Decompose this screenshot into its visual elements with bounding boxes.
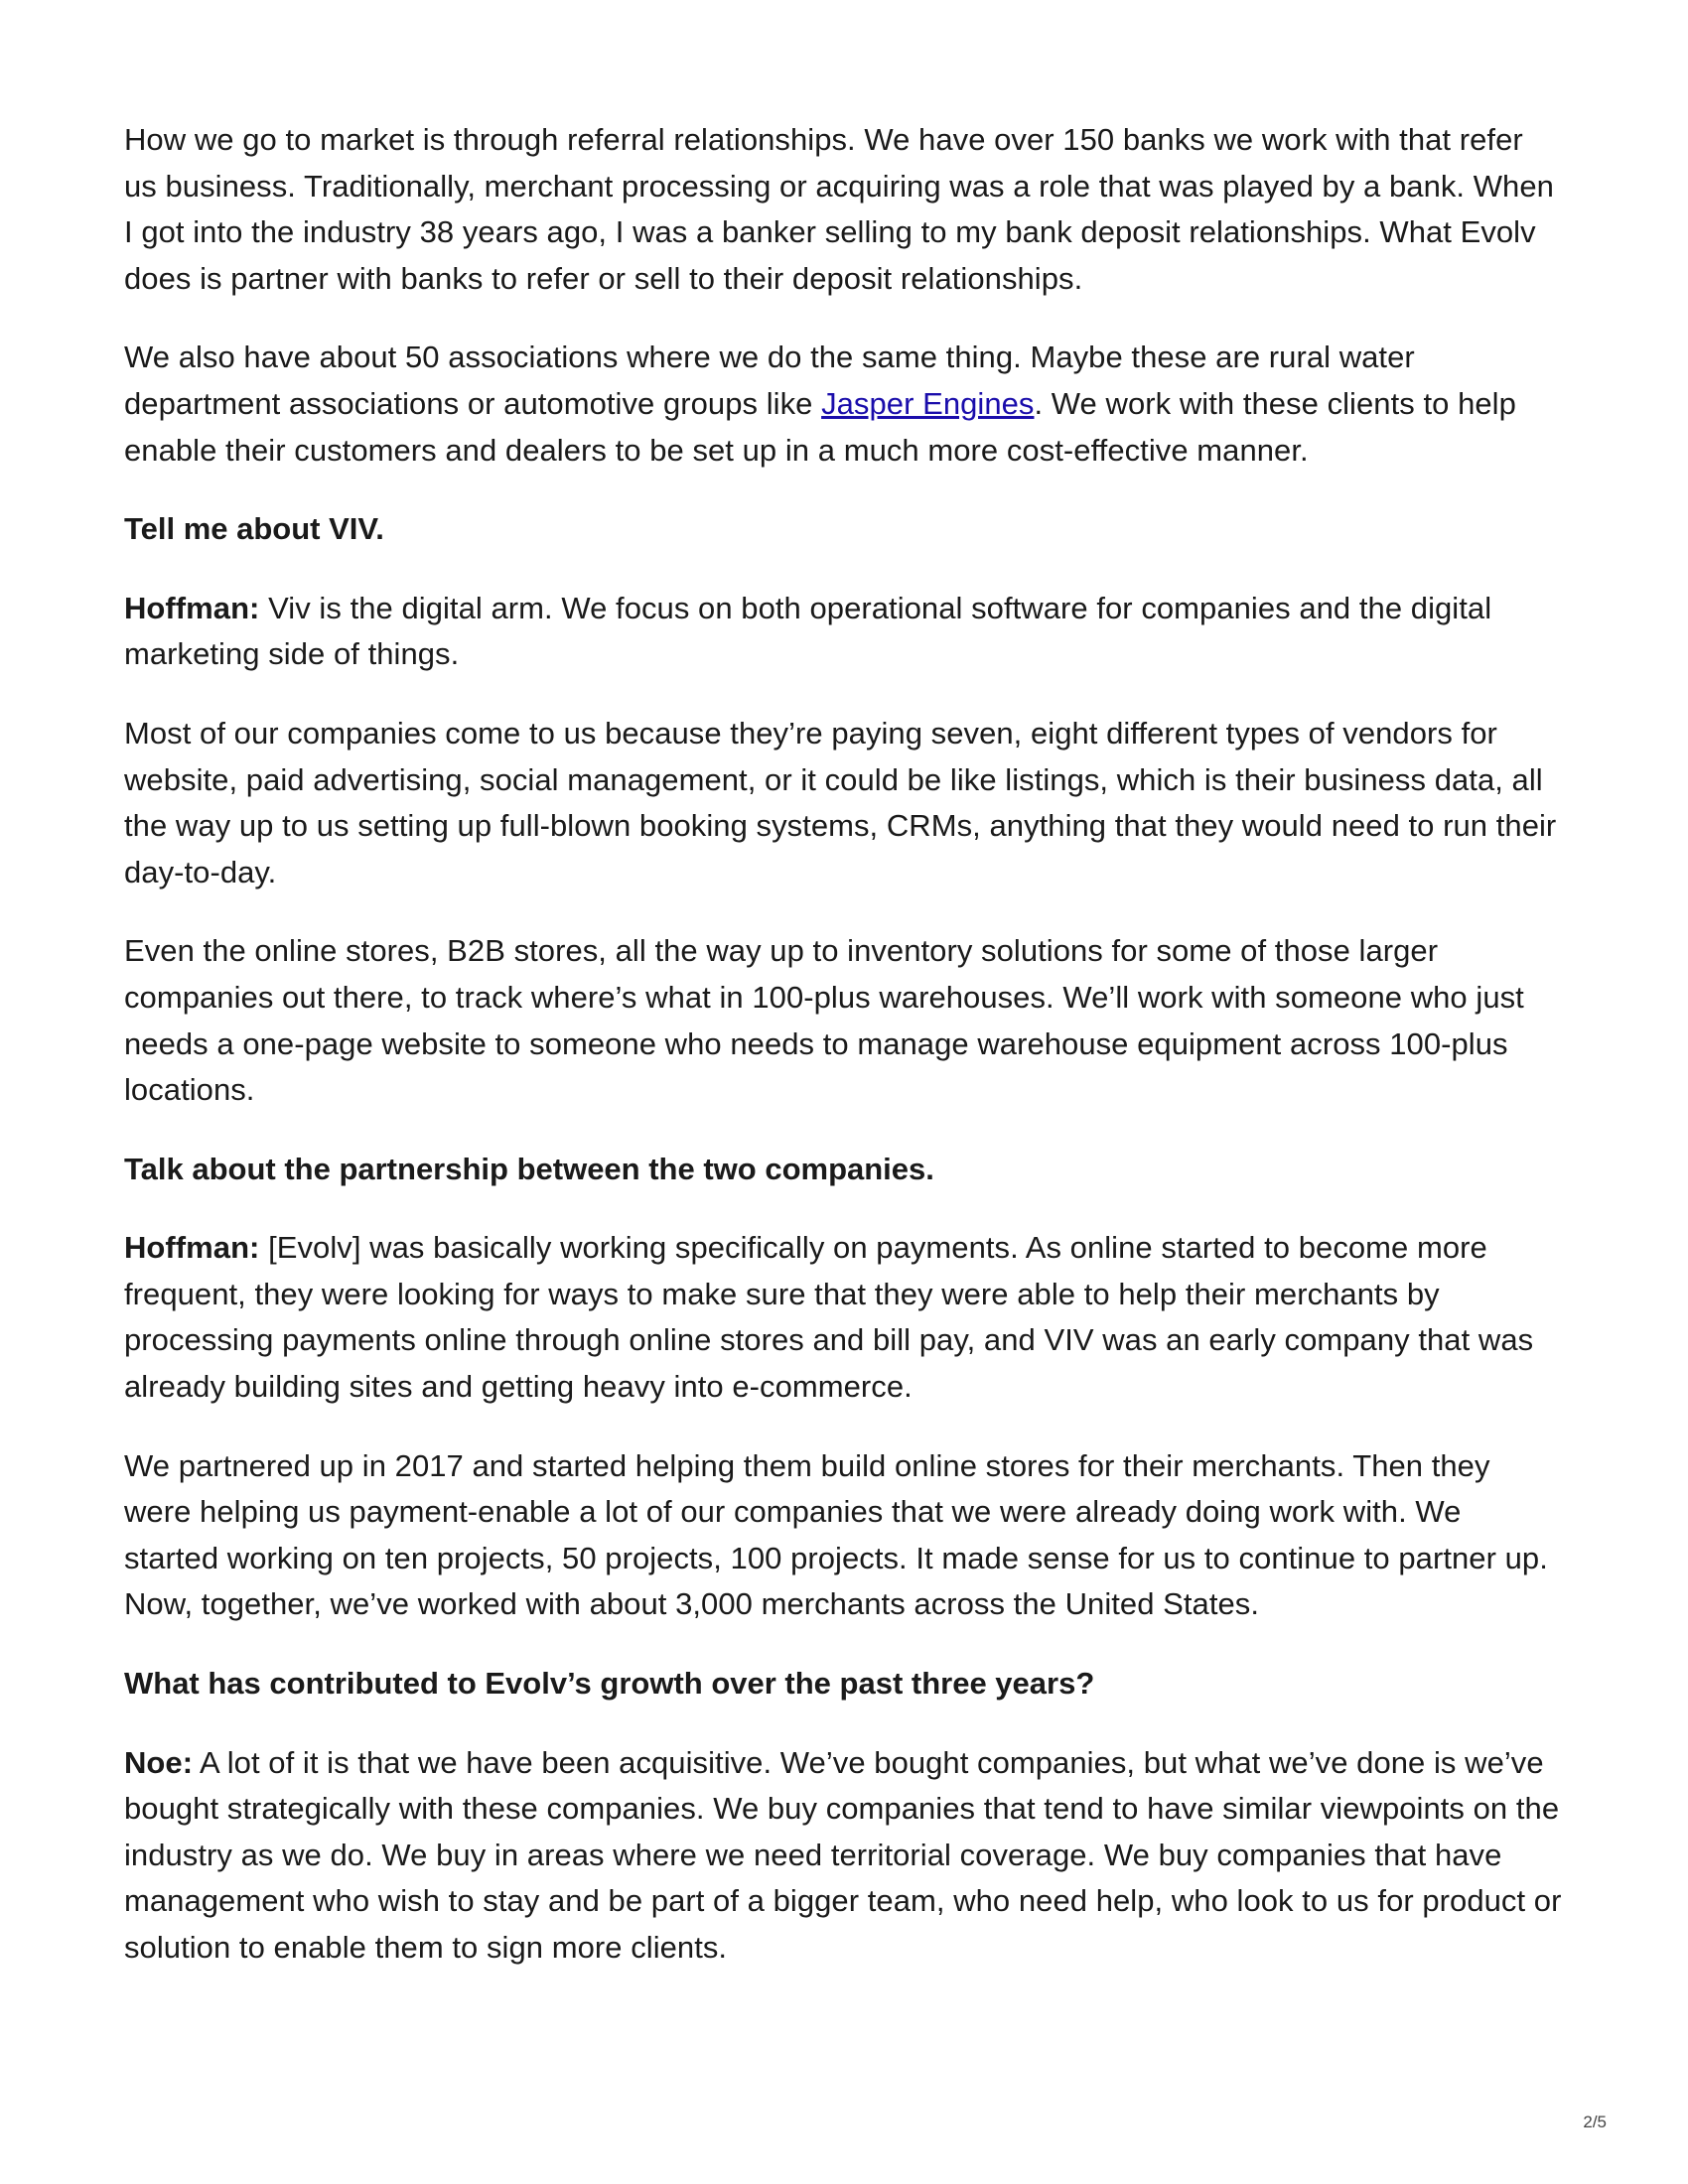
- speaker-label: Hoffman:: [124, 1230, 260, 1266]
- page-number: 2/5: [1583, 2113, 1607, 2131]
- speaker-label: Noe:: [124, 1744, 194, 1780]
- paragraph-associations-text-end: . We work with these clients to help enable their customers and dealers to be set up in a much more cost-effective manner.: [124, 385, 1516, 468]
- article-body: [124, 117, 1564, 2004]
- paragraph-associations-text-start: We also have about 50 associations where we do the same thing. Maybe these are rural water department associations or automotive groups like: [124, 340, 1415, 421]
- question-viv: Tell me about VIV.: [124, 511, 384, 547]
- paragraph-partnered-2017: We partnered up in 2017 and started helping them build online stores for their merchants. Then they were helping us payment-enable a lot of our companies that we were already doing work with. We started working on ten projects, 50 projects, 100 projects. It made sense for us to continue to partner up. Now, together, we’ve worked with about 3,000 merchants across the United States.: [124, 1447, 1548, 1622]
- paragraph-associations: [124, 335, 1564, 474]
- answer-viv: [124, 586, 1564, 678]
- paragraph-vendors: Most of our companies come to us because they’re paying seven, eight different types of vendors for website, paid advertising, social management, or it could be like listings, which is their business data, all the way up to us setting up full-blown booking systems, CRMs, anything that they would need to run their day-to-day.: [124, 715, 1557, 889]
- answer-growth-text: A lot of it is that we have been acquisitive. We’ve bought companies, but what we’ve done is we’ve bought strategically with these companies. We buy companies that tend to have similar viewpoints on the industry as we do. We buy in areas where we need territorial coverage. We buy companies that have management who wish to stay and be part of a bigger team, who need help, who look to us for product or solution to enable them to sign more clients.: [124, 1744, 1562, 1965]
- question-partnership: Talk about the partnership between the two companies.: [124, 1151, 934, 1186]
- question-growth: What has contributed to Evolv’s growth over the past three years?: [124, 1666, 1095, 1702]
- paragraph-online-stores: Even the online stores, B2B stores, all the way up to inventory solutions for some of those larger companies out there, to track where’s what in 100-plus warehouses. We’ll work with someone who just needs a one-page website to someone who needs to manage warehouse equipment across 100-plus locations.: [124, 933, 1524, 1108]
- answer-partnership: [124, 1225, 1564, 1410]
- jasper-engines-link[interactable]: Jasper Engines: [821, 385, 1035, 421]
- speaker-label: Hoffman:: [124, 590, 260, 625]
- answer-partnership-text: [Evolv] was basically working specifically on payments. As online started to become more frequent, they were looking for ways to make sure that they were able to help their merchants by processing payments online through online stores and bill pay, and VIV was an early company that was already building sites and getting heavy into e-commerce.: [124, 1230, 1534, 1405]
- answer-viv-text: Viv is the digital arm. We focus on both operational software for companies and the digital marketing side of things.: [124, 590, 1492, 672]
- paragraph-referral-relationships: How we go to market is through referral relationships. We have over 150 banks we work with that refer us business. Traditionally, merchant processing or acquiring was a role that was played by a bank. When I got into the industry 38 years ago, I was a banker selling to my bank deposit relationships. What Evolv does is partner with banks to refer or sell to their deposit relationships.: [124, 122, 1554, 296]
- answer-growth: [124, 1740, 1564, 1972]
